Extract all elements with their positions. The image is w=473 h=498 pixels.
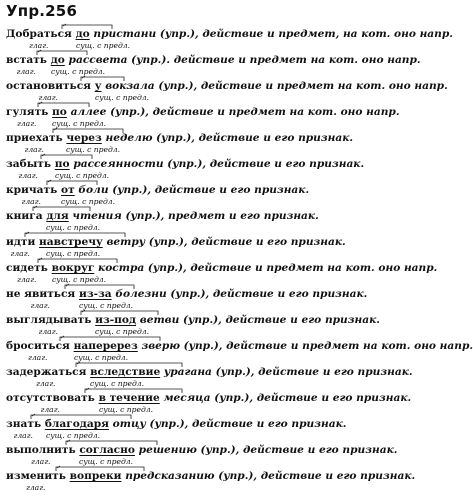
verb-label: глаг. xyxy=(16,67,36,76)
phrase-text xyxy=(6,183,309,197)
phrase-main-word: выполнить xyxy=(6,444,76,456)
phrase-preposition: из-за xyxy=(78,288,112,300)
verb-label: глаг. xyxy=(24,145,44,154)
phrase-line xyxy=(6,313,408,339)
phrase-text xyxy=(6,365,413,379)
exercise-title: Упр.256 xyxy=(6,2,78,20)
noun-with-preposition-label: сущ. с предл. xyxy=(79,457,134,466)
phrase-main-word: забыть xyxy=(6,158,52,170)
phrase-text xyxy=(6,417,346,431)
phrase-analysis: ветру (упр.), действие и его признак. xyxy=(106,236,346,248)
noun-with-preposition-label: сущ. с предл. xyxy=(95,93,150,102)
phrase-analysis: отцу (упр.), действие и его признак. xyxy=(112,418,347,430)
phrase-main-word: книга xyxy=(6,210,43,222)
verb-label: глаг. xyxy=(26,483,46,492)
phrase-text xyxy=(6,313,380,327)
phrase-analysis: аллее (упр.), действие и предмет на кот. оно напр. xyxy=(70,106,400,118)
noun-with-preposition-label: сущ. с предл. xyxy=(46,223,101,232)
phrase-line xyxy=(6,443,408,469)
noun-with-preposition-label: сущ. с предл. xyxy=(90,379,145,388)
phrase-main-word: остановиться xyxy=(6,80,92,92)
phrase-line xyxy=(6,261,438,287)
phrase-analysis: костра (упр.), действие и предмет на кот. оно напр. xyxy=(98,262,438,274)
noun-with-preposition-label: сущ. с предл. xyxy=(74,353,129,362)
phrase-analysis: пристани (упр.), действие и предмет, на кот. оно напр. xyxy=(93,28,453,40)
phrase-line xyxy=(6,417,408,443)
phrase-preposition: от xyxy=(61,184,75,196)
phrase-preposition: по xyxy=(52,106,67,118)
phrase-text xyxy=(6,339,473,353)
phrase-preposition: для xyxy=(46,210,69,222)
phrase-main-word: не явиться xyxy=(6,288,76,300)
phrase-preposition: вследствие xyxy=(90,366,161,378)
phrase-preposition: из-под xyxy=(95,314,137,326)
verb-label: глаг. xyxy=(21,197,41,206)
noun-with-preposition-label: сущ. с предл. xyxy=(66,145,121,154)
phrase-line xyxy=(6,183,408,209)
noun-with-preposition-label: сущ. с предл. xyxy=(46,431,101,440)
noun-with-preposition-label: сущ. с предл. xyxy=(99,405,154,414)
phrase-line xyxy=(6,157,408,183)
phrase-line xyxy=(6,235,408,261)
phrase-text xyxy=(6,53,421,67)
phrase-analysis: болезни (упр.), действие и его признак. xyxy=(115,288,368,300)
noun-with-preposition-label: сущ. с предл. xyxy=(79,301,134,310)
phrase-text xyxy=(6,391,411,405)
phrase-main-word: гулять xyxy=(6,106,49,118)
phrase-text xyxy=(6,443,397,457)
phrase-preposition: по xyxy=(54,158,70,170)
phrase-main-word: выглядывать xyxy=(6,314,92,326)
phrase-text xyxy=(6,287,367,301)
phrase-line xyxy=(6,339,473,365)
verb-label: глаг. xyxy=(38,327,58,336)
noun-with-preposition-label: сущ. с предл. xyxy=(95,327,150,336)
phrase-analysis: рассеянности (упр.), действие и его признак. xyxy=(73,158,365,170)
verb-label: глаг. xyxy=(10,249,30,258)
phrase-text xyxy=(6,209,319,223)
phrase-preposition: благодаря xyxy=(44,418,109,430)
phrase-text xyxy=(6,79,448,93)
phrase-analysis: ветви (упр.), действие и его признак. xyxy=(139,314,380,326)
phrase-preposition: согласно xyxy=(79,444,135,456)
verb-label: глаг. xyxy=(30,301,50,310)
verb-label: глаг. xyxy=(31,457,51,466)
phrase-analysis: решению (упр.), действие и его признак. xyxy=(138,444,398,456)
noun-with-preposition-label: сущ. с предл. xyxy=(55,171,110,180)
phrase-analysis: месяца (упр.), действие и его признак. xyxy=(163,392,412,404)
phrase-preposition: вокруг xyxy=(51,262,95,274)
phrase-text xyxy=(6,105,400,119)
phrase-main-word: задержаться xyxy=(6,366,87,378)
phrase-analysis: урагана (упр.), действие и его признак. xyxy=(163,366,413,378)
phrase-preposition: до xyxy=(75,28,90,40)
verb-label: глаг. xyxy=(28,353,48,362)
phrase-main-word: сидеть xyxy=(6,262,48,274)
phrase-main-word: встать xyxy=(6,54,47,66)
phrase-text xyxy=(6,261,437,275)
phrase-main-word: Добраться xyxy=(6,28,72,40)
phrase-line xyxy=(6,365,413,391)
phrase-preposition: у xyxy=(94,80,102,92)
noun-with-preposition-label: сущ. с предл. xyxy=(46,249,101,258)
phrase-main-word: изменить xyxy=(6,470,66,482)
verb-label: глаг. xyxy=(38,93,58,102)
phrase-main-word: знать xyxy=(6,418,42,430)
verb-label: глаг. xyxy=(13,431,33,440)
phrase-analysis: предсказанию (упр.), действие и его признак. xyxy=(125,470,416,482)
verb-label: глаг. xyxy=(29,41,49,50)
verb-label: глаг. xyxy=(40,405,60,414)
phrase-main-word: отсутствовать xyxy=(6,392,95,404)
noun-with-preposition-label: сущ. с предл. xyxy=(52,275,107,284)
noun-with-preposition-label: сущ. с предл. xyxy=(51,67,106,76)
noun-with-preposition-label: сущ. с предл. xyxy=(61,197,116,206)
phrase-main-word: приехать xyxy=(6,132,63,144)
verb-label: глаг. xyxy=(18,171,38,180)
phrase-line xyxy=(6,131,408,157)
phrase-analysis: зверю (упр.), действие и предмет на кот. оно напр. xyxy=(141,340,473,352)
verb-label: глаг. xyxy=(17,275,37,284)
phrase-analysis: вокзала (упр.), действие и предмет на кот. оно напр. xyxy=(105,80,448,92)
phrase-analysis: неделю (упр.), действие и его признак. xyxy=(105,132,354,144)
phrase-line xyxy=(6,391,412,417)
phrase-preposition: навстречу xyxy=(39,236,103,248)
phrase-text xyxy=(6,157,364,171)
phrase-analysis: чтения (упр.), предмет и его признак. xyxy=(72,210,319,222)
phrase-analysis: боли (упр.), действие и его признак. xyxy=(78,184,310,196)
phrase-main-word: кричать xyxy=(6,184,58,196)
phrase-text xyxy=(6,469,415,483)
phrase-line xyxy=(6,105,408,131)
phrase-line xyxy=(6,27,453,53)
phrase-line xyxy=(6,209,408,235)
verb-label: глаг. xyxy=(17,119,37,128)
noun-with-preposition-label: сущ. с предл. xyxy=(76,41,131,50)
phrase-line xyxy=(6,53,421,79)
phrase-line xyxy=(6,79,448,105)
phrase-preposition: в течение xyxy=(98,392,160,404)
phrase-line xyxy=(6,469,416,495)
phrase-main-word: идти xyxy=(6,236,36,248)
phrase-main-word: броситься xyxy=(6,340,70,352)
phrase-text xyxy=(6,235,346,249)
phrase-preposition: наперерез xyxy=(73,340,138,352)
phrase-analysis: рассвета (упр.). действие и предмет на кот. оно напр. xyxy=(68,54,421,66)
phrase-text xyxy=(6,27,453,41)
noun-with-preposition-label: сущ. с предл. xyxy=(52,119,107,128)
phrase-line xyxy=(6,287,408,313)
phrase-preposition: до xyxy=(50,54,65,66)
verb-label: глаг. xyxy=(36,379,56,388)
stress-mark xyxy=(63,24,66,26)
phrase-preposition: через xyxy=(66,132,102,144)
phrase-text xyxy=(6,131,353,145)
phrase-preposition: вопреки xyxy=(69,470,122,482)
